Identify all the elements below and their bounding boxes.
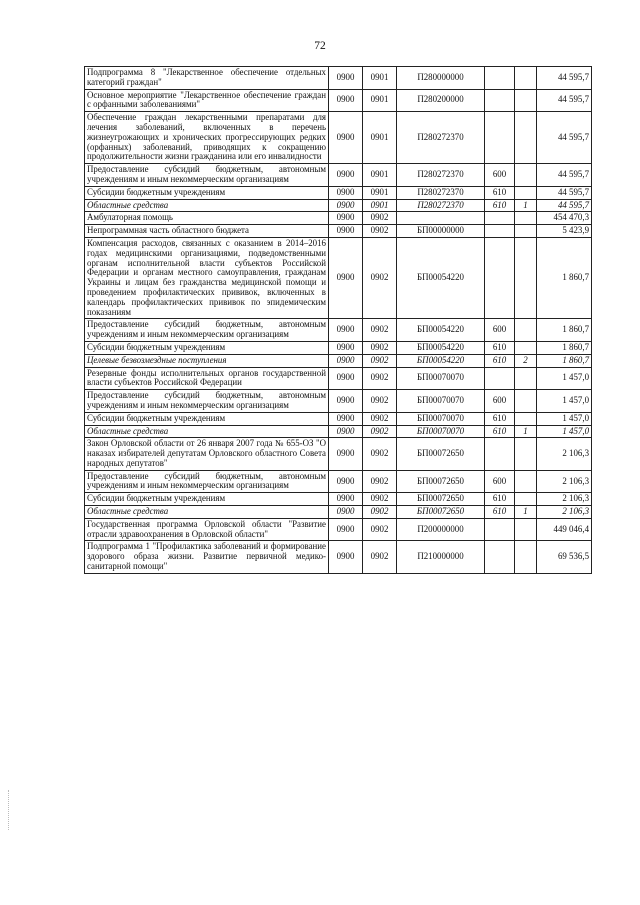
table-row: [85, 412, 592, 425]
cell-expense-type: 610: [485, 506, 515, 519]
cell-section: 0900: [329, 493, 363, 506]
cell-funding-source: 1: [515, 506, 537, 519]
table-row: [85, 212, 592, 225]
table-row: [85, 518, 592, 541]
cell-target-article: П280272370: [397, 186, 485, 199]
table-row: [85, 354, 592, 367]
cell-expense-type: [485, 541, 515, 573]
cell-target-article: БП00070070: [397, 412, 485, 425]
cell-name: Подпрограмма 8 "Лекарственное обеспечение отдельных категорий граждан": [85, 67, 329, 90]
cell-section: 0900: [329, 341, 363, 354]
table-row: [85, 367, 592, 390]
cell-name: Субсидии бюджетным учреждениям: [85, 412, 329, 425]
cell-section: 0900: [329, 506, 363, 519]
cell-amount: 454 470,3: [537, 212, 592, 225]
table-row: [85, 425, 592, 438]
cell-amount: 449 046,4: [537, 518, 592, 541]
cell-name: Субсидии бюджетным учреждениям: [85, 341, 329, 354]
cell-funding-source: [515, 390, 537, 413]
cell-funding-source: [515, 470, 537, 493]
cell-amount: 1 457,0: [537, 390, 592, 413]
cell-expense-type: [485, 225, 515, 238]
cell-expense-type: [485, 112, 515, 164]
cell-name: Непрограммная часть областного бюджета: [85, 225, 329, 238]
cell-amount: 2 106,3: [537, 438, 592, 470]
scan-edge-mark: [8, 790, 10, 830]
table-body: [85, 67, 592, 574]
budget-table: [84, 66, 592, 574]
cell-section: 0900: [329, 164, 363, 187]
cell-section: 0900: [329, 89, 363, 112]
cell-amount: 1 860,7: [537, 354, 592, 367]
cell-expense-type: 610: [485, 186, 515, 199]
cell-section: 0900: [329, 354, 363, 367]
cell-amount: 44 595,7: [537, 186, 592, 199]
cell-amount: 5 423,9: [537, 225, 592, 238]
cell-section: 0900: [329, 367, 363, 390]
cell-name: Субсидии бюджетным учреждениям: [85, 493, 329, 506]
cell-subsection: 0901: [363, 199, 397, 212]
cell-name: Областные средства: [85, 425, 329, 438]
cell-funding-source: [515, 319, 537, 342]
cell-target-article: БП00072650: [397, 438, 485, 470]
cell-section: 0900: [329, 237, 363, 318]
cell-expense-type: 610: [485, 425, 515, 438]
cell-target-article: П280272370: [397, 112, 485, 164]
cell-target-article: БП00072650: [397, 493, 485, 506]
cell-expense-type: 600: [485, 164, 515, 187]
cell-name: Субсидии бюджетным учреждениям: [85, 186, 329, 199]
table-row: [85, 186, 592, 199]
cell-funding-source: [515, 212, 537, 225]
cell-section: 0900: [329, 470, 363, 493]
table-row: [85, 506, 592, 519]
cell-section: 0900: [329, 212, 363, 225]
table-row: [85, 470, 592, 493]
cell-section: 0900: [329, 199, 363, 212]
cell-section: 0900: [329, 541, 363, 573]
cell-name: Государственная программа Орловской области "Развитие отрасли здравоохранения в Орловской области": [85, 518, 329, 541]
cell-target-article: БП00054220: [397, 354, 485, 367]
cell-expense-type: 610: [485, 341, 515, 354]
cell-expense-type: [485, 67, 515, 90]
table-row: [85, 438, 592, 470]
cell-name: Предоставление субсидий бюджетным, автономным учреждениям и иным некоммерческим организациям: [85, 164, 329, 187]
table-row: [85, 319, 592, 342]
cell-subsection: 0902: [363, 438, 397, 470]
cell-amount: 44 595,7: [537, 164, 592, 187]
cell-amount: 1 457,0: [537, 425, 592, 438]
cell-amount: 44 595,7: [537, 67, 592, 90]
page-number: 72: [314, 40, 326, 52]
cell-funding-source: [515, 438, 537, 470]
cell-section: 0900: [329, 438, 363, 470]
cell-funding-source: [515, 225, 537, 238]
cell-subsection: 0901: [363, 186, 397, 199]
cell-target-article: [397, 212, 485, 225]
cell-expense-type: [485, 89, 515, 112]
cell-amount: 44 595,7: [537, 112, 592, 164]
cell-name: Предоставление субсидий бюджетным, автономным учреждениям и иным некоммерческим организациям: [85, 390, 329, 413]
cell-target-article: БП00072650: [397, 506, 485, 519]
cell-expense-type: 610: [485, 199, 515, 212]
cell-target-article: БП00072650: [397, 470, 485, 493]
cell-expense-type: [485, 212, 515, 225]
cell-target-article: БП00000000: [397, 225, 485, 238]
cell-section: 0900: [329, 319, 363, 342]
cell-amount: 1 860,7: [537, 237, 592, 318]
cell-section: 0900: [329, 112, 363, 164]
table-row: [85, 390, 592, 413]
cell-amount: 2 106,3: [537, 470, 592, 493]
cell-section: 0900: [329, 225, 363, 238]
cell-target-article: П280272370: [397, 199, 485, 212]
cell-name: Предоставление субсидий бюджетным, автономным учреждениям и иным некоммерческим организациям: [85, 319, 329, 342]
cell-subsection: 0902: [363, 237, 397, 318]
cell-expense-type: [485, 518, 515, 541]
cell-expense-type: 610: [485, 354, 515, 367]
cell-subsection: 0902: [363, 367, 397, 390]
cell-subsection: 0902: [363, 493, 397, 506]
cell-subsection: 0902: [363, 506, 397, 519]
table-row: [85, 225, 592, 238]
cell-target-article: БП00070070: [397, 367, 485, 390]
cell-amount: 2 106,3: [537, 493, 592, 506]
cell-section: 0900: [329, 425, 363, 438]
cell-target-article: П280200000: [397, 89, 485, 112]
cell-amount: 1 860,7: [537, 341, 592, 354]
cell-target-article: П210000000: [397, 541, 485, 573]
cell-name: Закон Орловской области от 26 января 2007 года № 655-ОЗ "О наказах избирателей депутатам Орловского областного Совета народных депутатов": [85, 438, 329, 470]
cell-section: 0900: [329, 390, 363, 413]
cell-subsection: 0901: [363, 67, 397, 90]
cell-expense-type: 610: [485, 412, 515, 425]
cell-funding-source: [515, 493, 537, 506]
cell-name: Предоставление субсидий бюджетным, автономным учреждениям и иным некоммерческим организациям: [85, 470, 329, 493]
cell-amount: 1 457,0: [537, 367, 592, 390]
table-row: [85, 67, 592, 90]
cell-subsection: 0902: [363, 212, 397, 225]
cell-subsection: 0902: [363, 470, 397, 493]
cell-amount: 2 106,3: [537, 506, 592, 519]
cell-name: Обеспечение граждан лекарственными препаратами для лечения заболеваний, включенных в перечень жизнеугрожающих и хронических прогрессирующих редких (орфанных) заболеваний, приводящих к сокращению продолжительности жизни гражданина или его инвалидности: [85, 112, 329, 164]
cell-funding-source: [515, 112, 537, 164]
cell-expense-type: 600: [485, 319, 515, 342]
cell-funding-source: 1: [515, 199, 537, 212]
cell-amount: 44 595,7: [537, 199, 592, 212]
cell-subsection: 0902: [363, 354, 397, 367]
cell-funding-source: [515, 164, 537, 187]
cell-funding-source: [515, 186, 537, 199]
cell-target-article: П200000000: [397, 518, 485, 541]
cell-subsection: 0902: [363, 390, 397, 413]
table-row: [85, 541, 592, 573]
cell-expense-type: [485, 438, 515, 470]
cell-subsection: 0901: [363, 89, 397, 112]
table-row: [85, 341, 592, 354]
cell-funding-source: [515, 67, 537, 90]
cell-subsection: 0902: [363, 341, 397, 354]
cell-funding-source: [515, 341, 537, 354]
cell-amount: 69 536,5: [537, 541, 592, 573]
cell-expense-type: [485, 367, 515, 390]
cell-funding-source: [515, 518, 537, 541]
cell-section: 0900: [329, 412, 363, 425]
cell-subsection: 0901: [363, 164, 397, 187]
cell-subsection: 0902: [363, 319, 397, 342]
cell-subsection: 0901: [363, 112, 397, 164]
cell-target-article: П280000000: [397, 67, 485, 90]
cell-name: Целевые безвозмездные поступления: [85, 354, 329, 367]
cell-section: 0900: [329, 67, 363, 90]
table-row: [85, 199, 592, 212]
cell-target-article: БП00070070: [397, 425, 485, 438]
cell-funding-source: [515, 89, 537, 112]
cell-funding-source: [515, 237, 537, 318]
table-row: [85, 89, 592, 112]
cell-name: Подпрограмма 1 "Профилактика заболеваний и формирование здорового образа жизни. Развитие первичной медико-санитарной помощи": [85, 541, 329, 573]
cell-target-article: БП00054220: [397, 341, 485, 354]
table-row: [85, 112, 592, 164]
cell-section: 0900: [329, 518, 363, 541]
cell-name: Областные средства: [85, 199, 329, 212]
table-row: [85, 493, 592, 506]
table-row: [85, 237, 592, 318]
cell-funding-source: 1: [515, 425, 537, 438]
cell-subsection: 0902: [363, 412, 397, 425]
cell-name: Компенсация расходов, связанных с оказанием в 2014–2016 годах медицинскими организациями, подведомственными органам исполнительной власти субъектов Российской Федерации и органам местного самоуправления, гражданам Украины и лицам без гражданства медицинской помощи и проведением профилактических прививок, включенных в календарь профилактических прививок по эпидемическим показаниям: [85, 237, 329, 318]
cell-name: Областные средства: [85, 506, 329, 519]
cell-target-article: БП00054220: [397, 237, 485, 318]
cell-amount: 1 457,0: [537, 412, 592, 425]
cell-name: Основное мероприятие "Лекарственное обеспечение граждан с орфанными заболеваниями": [85, 89, 329, 112]
cell-target-article: П280272370: [397, 164, 485, 187]
cell-subsection: 0902: [363, 518, 397, 541]
cell-amount: 44 595,7: [537, 89, 592, 112]
cell-section: 0900: [329, 186, 363, 199]
cell-amount: 1 860,7: [537, 319, 592, 342]
cell-subsection: 0902: [363, 541, 397, 573]
cell-funding-source: 2: [515, 354, 537, 367]
cell-subsection: 0902: [363, 225, 397, 238]
cell-expense-type: 610: [485, 493, 515, 506]
cell-funding-source: [515, 412, 537, 425]
cell-target-article: БП00054220: [397, 319, 485, 342]
cell-expense-type: 600: [485, 470, 515, 493]
cell-subsection: 0902: [363, 425, 397, 438]
cell-funding-source: [515, 367, 537, 390]
table-row: [85, 164, 592, 187]
cell-name: Резервные фонды исполнительных органов государственной власти субъектов Российской Федерации: [85, 367, 329, 390]
cell-funding-source: [515, 541, 537, 573]
cell-expense-type: 600: [485, 390, 515, 413]
cell-target-article: БП00070070: [397, 390, 485, 413]
cell-name: Амбулаторная помощь: [85, 212, 329, 225]
cell-expense-type: [485, 237, 515, 318]
